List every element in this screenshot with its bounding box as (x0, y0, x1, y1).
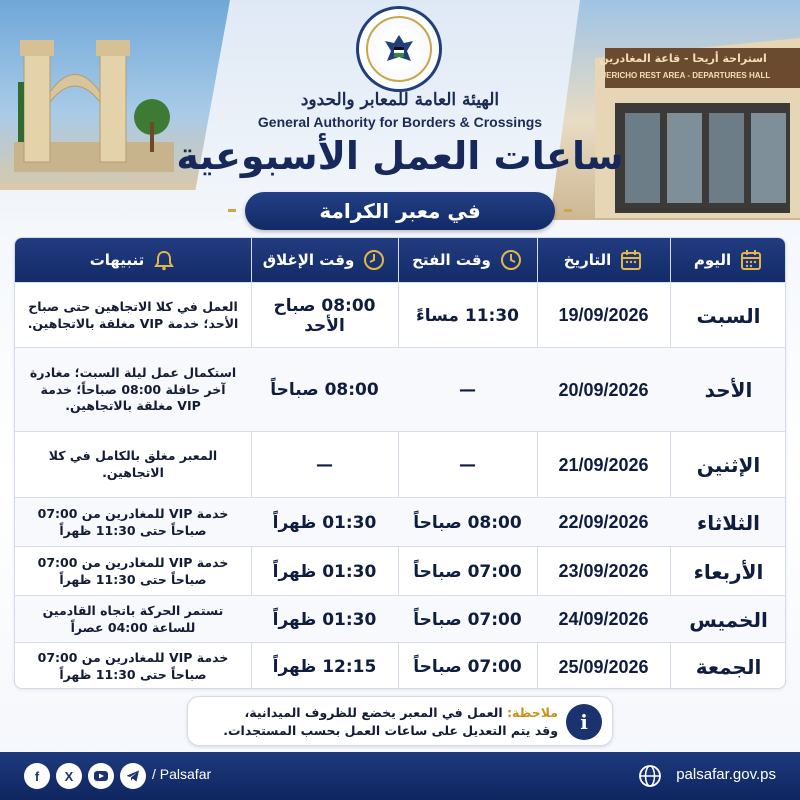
open-time-cell: 11:30 مساءً (416, 305, 519, 326)
building-illustration (575, 18, 800, 218)
clock-icon (362, 248, 386, 272)
eagle-emblem-icon (366, 16, 432, 82)
header-notes (15, 238, 251, 282)
note-cell: خدمة VIP للمغادرين من 07:00 صباحاً حتى 11:30 ظهراً (37, 650, 229, 682)
notice-line-2: وقد يتم التعديل على ساعات العمل بحسب المستجدات. (223, 723, 558, 739)
day-cell: الجمعة (695, 655, 762, 679)
note-cell: خدمة VIP للمغادرين من 07:00 صباحاً حتى 11:30 ظهراً (37, 554, 229, 587)
header-date-label: التاريخ (563, 251, 612, 269)
note-cell: العمل في كلا الاتجاهين حتى صباح الأحد؛ خدمة VIP مغلقة بالاتجاهين. (27, 298, 239, 331)
calendar-icon (739, 248, 763, 272)
close-time-cell: 01:30 ظهراً (272, 609, 377, 630)
page-title: ساعات العمل الأسبوعية (176, 134, 624, 178)
notice-box (187, 696, 613, 746)
close-time-cell: — (316, 455, 333, 475)
table-row (15, 497, 786, 546)
close-time-cell: 01:30 ظهراً (272, 561, 377, 582)
authority-logo (356, 6, 442, 92)
note-cell: خدمة VIP للمغادرين من 07:00 صباحاً حتى 11:30 ظهراً (37, 505, 229, 538)
notice-label: ملاحظة: (507, 705, 558, 720)
date-cell: 21/09/2026 (558, 454, 649, 475)
building-sign-en: JERICHO REST AREA - DEPARTURES HALL (601, 71, 771, 80)
date-cell: 22/09/2026 (558, 512, 649, 532)
table-row (15, 642, 786, 689)
globe-icon (638, 764, 662, 788)
table-row (15, 595, 786, 642)
open-time-cell: 08:00 صباحاً (413, 512, 522, 533)
close-time-cell: 12:15 ظهراً (272, 657, 377, 677)
note-cell: المعبر مغلق بالكامل في كلا الاتجاهين. (48, 448, 218, 480)
schedule-table (14, 237, 786, 689)
open-time-cell: 07:00 صباحاً (413, 657, 522, 677)
authority-name-ar: الهيئة العامة للمعابر والحدود (300, 90, 500, 110)
subtitle-dash-right (564, 209, 572, 212)
building-sign-ar: استراحة أريحا - قاعة المغادرين (599, 52, 767, 65)
header-day-label: اليوم (693, 251, 732, 269)
youtube-icon[interactable] (88, 763, 114, 789)
close-time-cell: 08:00 صباحاً (270, 380, 379, 400)
header-date (537, 238, 670, 282)
header-close-label: وقت الإغلاق (262, 251, 355, 269)
header-day (670, 238, 786, 282)
header-open (398, 238, 537, 282)
social-handle[interactable]: / Palsafar (152, 766, 212, 782)
header-open-label: وقت الفتح (412, 251, 491, 269)
table-row (15, 546, 786, 595)
day-cell: الإثنين (696, 453, 761, 477)
subtitle-dash-left (228, 209, 236, 212)
open-time-cell: 07:00 صباحاً (413, 561, 522, 582)
clock-icon (499, 248, 523, 272)
x-icon[interactable]: X (56, 763, 82, 789)
date-cell: 19/09/2026 (558, 305, 649, 325)
date-cell: 20/09/2026 (558, 379, 649, 400)
authority-name-en: General Authority for Borders & Crossings (257, 114, 543, 130)
open-time-cell: 07:00 صباحاً (413, 609, 522, 630)
website-link[interactable]: palsafar.gov.ps (676, 766, 776, 783)
open-time-cell: — (459, 380, 476, 400)
day-cell: الخميس (689, 607, 768, 632)
table-row (15, 347, 786, 431)
open-time-cell: — (459, 455, 476, 475)
date-cell: 25/09/2026 (558, 656, 649, 677)
notice-text (198, 704, 558, 740)
gate-illustration (14, 22, 174, 172)
note-cell: تستمر الحركة باتجاه القادمين للساعة 04:00 عصراً (42, 602, 224, 635)
facebook-icon[interactable]: f (24, 763, 50, 789)
header-notes-label: تنبيهات (89, 251, 145, 269)
close-time-cell: 08:00 صباح الأحد (273, 295, 376, 336)
notice-line-1: العمل في المعبر يخضع للظروف الميدانية، (244, 705, 503, 720)
day-cell: السبت (696, 303, 761, 328)
day-cell: الثلاثاء (697, 510, 760, 535)
date-cell: 23/09/2026 (558, 561, 649, 581)
table-row (15, 431, 786, 497)
day-cell: الأربعاء (693, 559, 764, 584)
day-cell: الأحد (704, 378, 753, 402)
telegram-icon[interactable] (120, 763, 146, 789)
date-cell: 24/09/2026 (558, 609, 649, 629)
bell-icon (152, 248, 176, 272)
note-cell: استكمال عمل ليلة السبت؛ مغادرة آخر حافلة 08:00 صباحاً؛ خدمة VIP مغلقة بالاتجاهين. (29, 364, 237, 414)
close-time-cell: 01:30 ظهراً (272, 512, 377, 533)
table-row (15, 282, 786, 347)
subtitle-banner: في معبر الكرامة (245, 192, 555, 230)
footer-bar (0, 752, 800, 800)
calendar-icon (619, 248, 643, 272)
info-icon: i (566, 704, 602, 740)
header-close (251, 238, 398, 282)
